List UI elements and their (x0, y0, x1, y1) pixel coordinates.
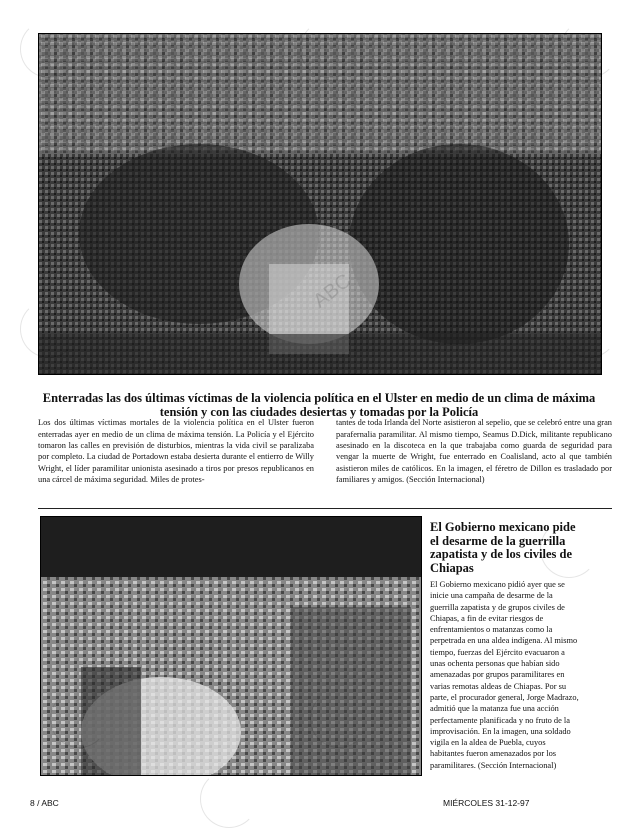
main-caption (38, 409, 612, 502)
main-caption-column-2: tantes de toda Irlanda del Norte asistieron al sepelio, que se celebró entre una gran parafernalia paramilitar. Al mismo tiempo, Seamus D.Dick, militante republicano asesinado en la discoteca en la que trabajaba como guarda de seguridad para vengar la muerte de Wright, fue enterrado en Coalisland, acto al que también asistieron miles de católicos. En la imagen, el féretro de Dillon es trasladado por familiares y amigos. (Sección Internacional) (336, 418, 612, 484)
chiapas-photo (40, 516, 422, 776)
side-story (430, 521, 580, 771)
watermark-mark (200, 770, 258, 828)
funeral-photo (38, 33, 602, 375)
chiapas-photo-graphic (41, 517, 421, 775)
side-headline: El Gobierno mexicano pide el desarme de la guerrilla zapatista y de los civiles de Chiapas (430, 520, 576, 575)
issue-date: MIÉRCOLES 31-12-97 (443, 798, 530, 808)
page-number: 8 / ABC (30, 798, 59, 808)
funeral-photo-graphic (39, 34, 601, 374)
side-body-text: El Gobierno mexicano pidió ayer que se inicie una campaña de desarme de la guerrilla zapatista y de grupos civiles de Chiapas, a fin de evitar riesgos de enfrentamientos o matanzas como la perpetrada en una aldea indígena. Al mismo tiempo, fuerzas del Ejército evacuaron a unas ochenta personas que habían sido amenazadas por grupos paramilitares en varias remotas aldeas de Chiapas. Por su parte, el procurador general, Jorge Madrazo, admitió que la matanza fue una acción perfectamente planificada y no fruto de la improvisación. En la imagen, una soldado vigila en la aldea de Puebla, cuyos habitantes fueron amenazados por los paramilitares. (Sección Internacional) (430, 580, 579, 770)
section-divider (38, 508, 612, 509)
main-headline: Enterradas las dos últimas víctimas de la violencia política en el Ulster en medio de un clima de máxima tensión y con las ciudades desiertas y tomadas por la Policía (42, 391, 596, 420)
main-caption-column-1: Los dos últimas víctimas mortales de la violencia política en el Ulster fueron enterradas ayer en medio de un clima de máxima tensión. La Policía y el Ejército tomaron las calles en previsión de disturbios, mientras la vida civil se paralizaba por completo. La ciudad de Portadown estaba desierta durante el entierro de Willy Wright, el líder paramilitar unionista asesinado a tiros por presos republicanos en una cárcel de máxima seguridad. Miles de protes- (38, 418, 314, 484)
